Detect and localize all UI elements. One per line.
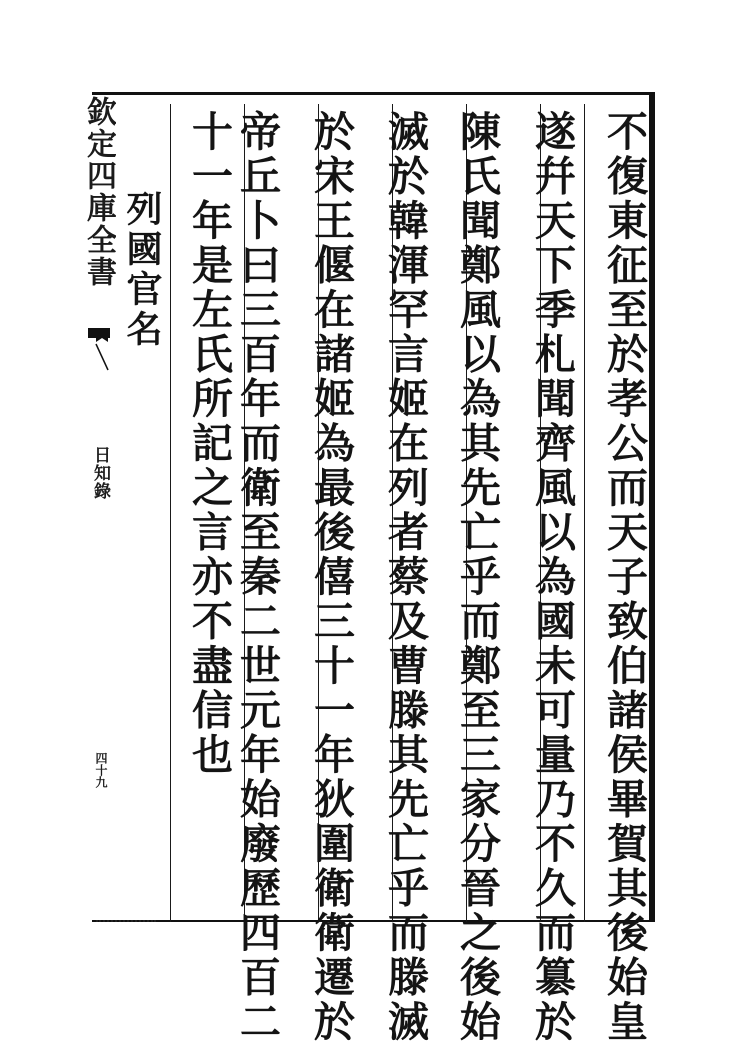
text-column: 陳氏聞鄭風以為其先亡乎而鄭至三家分晉之後始 (453, 110, 501, 1045)
text-column: 滅於韓渾罕言姬在列者蔡及曹滕其先亡乎而滕滅 (381, 110, 429, 1045)
page-number: 四十九 (94, 752, 108, 788)
bottom-rule (96, 920, 156, 924)
text-column: 不復東征至於孝公而天子致伯諸侯畢賀其後始皇 (600, 110, 648, 1045)
text-column: 十一年是左氏所記之言亦不盡信也 (185, 110, 233, 778)
section-title: 列國官名 (121, 190, 163, 350)
text-column: 遂幷天下季札聞齊風以為國未可量乃不久而簒於 (528, 110, 576, 1045)
text-column: 於宋王偃在諸姬為最後僖三十一年狄圍衛衛遷於 (307, 110, 355, 1045)
book-title: 欽定四庫全書 (81, 96, 116, 288)
text-column: 帝丘卜曰三百年而衛至秦二世元年始廢歷四百二 (233, 110, 281, 1045)
fishtail-icon (94, 336, 110, 372)
volume-label: 日知錄 (90, 446, 110, 500)
